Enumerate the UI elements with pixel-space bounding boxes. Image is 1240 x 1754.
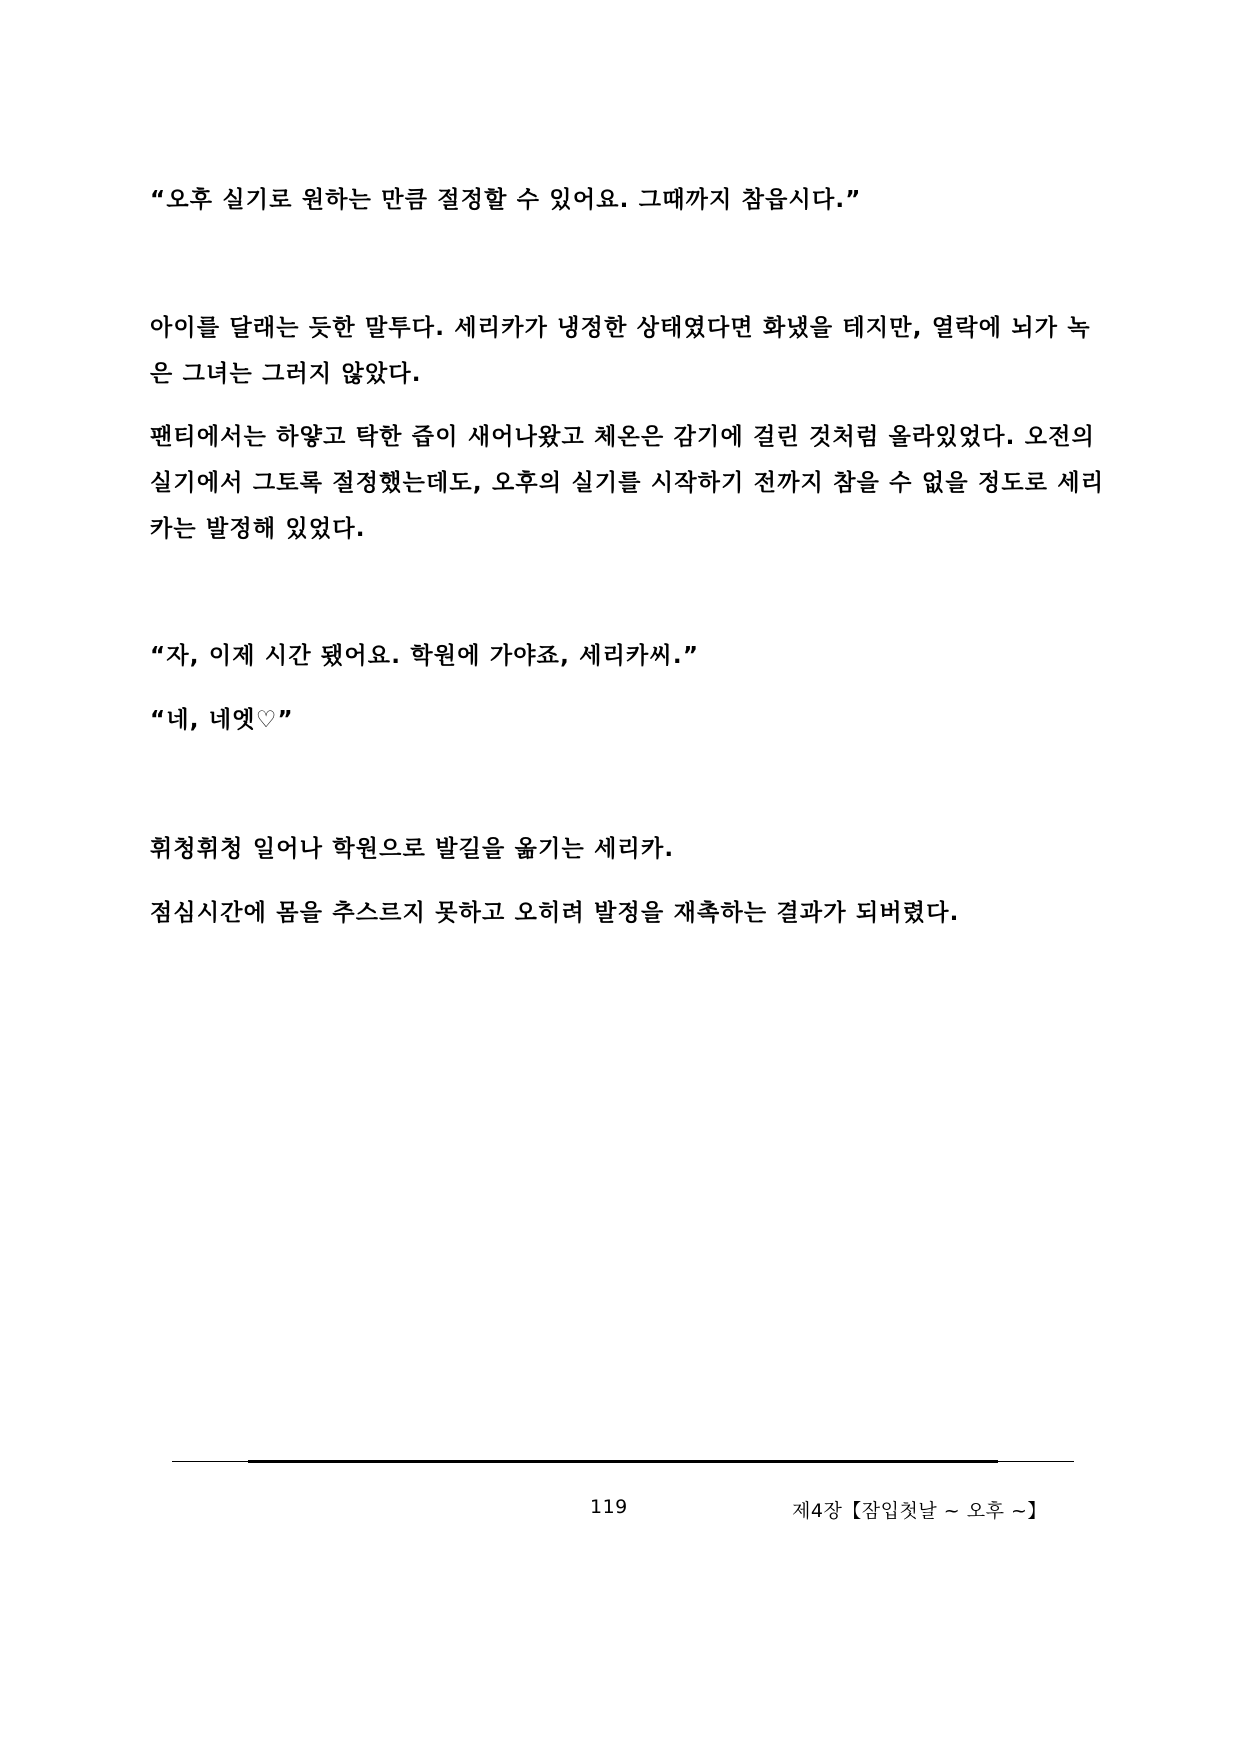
dialogue-line: “자, 이제 시간 됐어요. 학원에 가야죠, 세리카씨.”: [150, 643, 700, 669]
chapter-title: 제4장【잠입첫날 ~ 오후 ~】: [792, 1500, 1047, 1522]
body-paragraph: 아이를 달래는 듯한 말투다. 세리카가 냉정한 상태였다면 화냈을 테지만, 열락에 뇌가 녹은 그녀는 그러지 않았다.: [150, 315, 1091, 387]
footer-divider-accent: [248, 1460, 998, 1463]
body-paragraph: 휘청휘청 일어나 학원으로 발길을 옮기는 세리카.: [150, 836, 675, 862]
body-paragraph: 점심시간에 몸을 추스르지 못하고 오히려 발정을 재촉하는 결과가 되버렸다.: [150, 900, 960, 926]
page-number: 119: [590, 1496, 628, 1518]
body-paragraph: 팬티에서는 하얗고 탁한 즙이 새어나왔고 체온은 감기에 걸린 것처럼 올라있었다. 오전의 실기에서 그토록 절정했는데도, 오후의 실기를 시작하기 전까지 참을 수 없을 정도로 세리카는 발정해 있었다.: [150, 424, 1105, 542]
dialogue-line: “오후 실기로 원하는 만큼 절정할 수 있어요. 그때까지 참읍시다.”: [150, 187, 862, 213]
dialogue-line: “네, 네엣♡”: [150, 707, 294, 733]
